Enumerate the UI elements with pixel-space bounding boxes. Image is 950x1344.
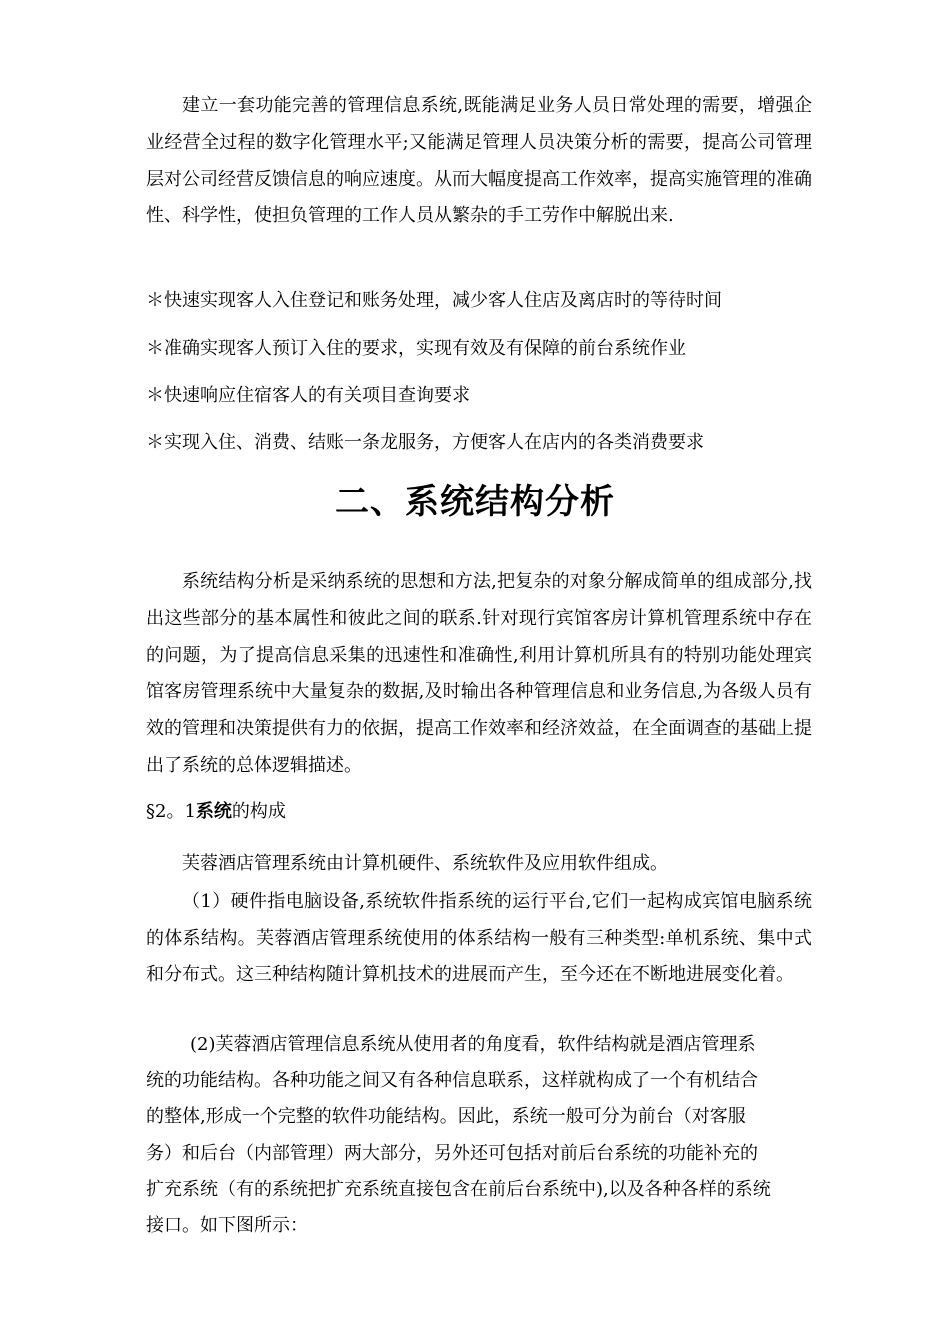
software-line: 的整体,形成一个完整的软件功能结构。因此，系统一般可分为前台（对客服 — [146, 1106, 746, 1127]
hardware-paragraph: （1）硬件指电脑设备,系统软件指系统的运行平台,它们一起构成宾馆电脑系统的体系结构。芙蓉酒店管理系统使用的体系结构一般有三种类型:单机系统、集中式和分布式。这三种结构随计算机技术的进展而产生，至今还在不断地进展变化着。 — [146, 891, 812, 985]
bullet-item: ＊准确实现客人预订入住的要求，实现有效及有保障的前台系统作业 — [146, 338, 686, 359]
section-heading: 二、系统结构分析 — [335, 482, 615, 522]
intro-paragraph: 建立一套功能完善的管理信息系统,既能满足业务人员日常处理的需要，增强企业经营全过程的数字化管理水平;又能满足管理人员决策分析的需要，提高公司管理层对公司经营反馈信息的响应速度。从而大幅度提高工作效率，提高实施管理的准确性、科学性，使担负管理的工作人员从繁杂的手工劳作中解脱出来. — [146, 95, 812, 227]
subsection-title — [146, 799, 286, 825]
software-line: (2)芙蓉酒店管理信息系统从使用者的角度看，软件结构就是酒店管理系 — [190, 1034, 756, 1055]
composition-paragraph: 芙蓉酒店管理系统由计算机硬件、系统软件及应用软件组成。 — [182, 853, 668, 874]
software-line: 务）和后台（内部管理）两大部分，另外还可包括对前后台系统的功能补充的 — [146, 1143, 758, 1164]
software-line: 统的功能结构。各种功能之间又有各种信息联系，这样就构成了一个有机结合 — [146, 1070, 758, 1091]
software-line: 接口。如下图所示： — [146, 1215, 308, 1236]
subsection-bold-text: 系统 — [195, 801, 232, 822]
subsection-title-suffix: 的构成 — [231, 801, 286, 822]
bullet-item: ＊快速实现客人入住登记和账务处理，减少客人住店及离店时的等待时间 — [146, 290, 722, 311]
bullet-item: ＊实现入住、消费、结账一条龙服务，方便客人在店内的各类消费要求 — [146, 432, 704, 453]
analysis-paragraph: 系统结构分析是采纳系统的思想和方法,把复杂的对象分解成简单的组成部分,找出这些部分的基本属性和彼此之间的联系.针对现行宾馆客房计算机管理系统中存在的问题，为了提高信息采集的迅速性和准确性,利用计算机所具有的特别功能处理宾馆客房管理系统中大量复杂的数据,及时输出各种管理信息和业务信息,为各级人员有效的管理和决策提供有力的依据，提高工作效率和经济效益，在全面调查的基础上提出了系统的总体逻辑描述。 — [146, 571, 812, 776]
subsection-number: §2。1 — [146, 801, 196, 822]
software-line: 扩充系统（有的系统把扩充系统直接包含在前后台系统中),以及各种各样的系统 — [146, 1179, 771, 1200]
bullet-item: ＊快速响应住宿客人的有关项目查询要求 — [146, 385, 470, 406]
